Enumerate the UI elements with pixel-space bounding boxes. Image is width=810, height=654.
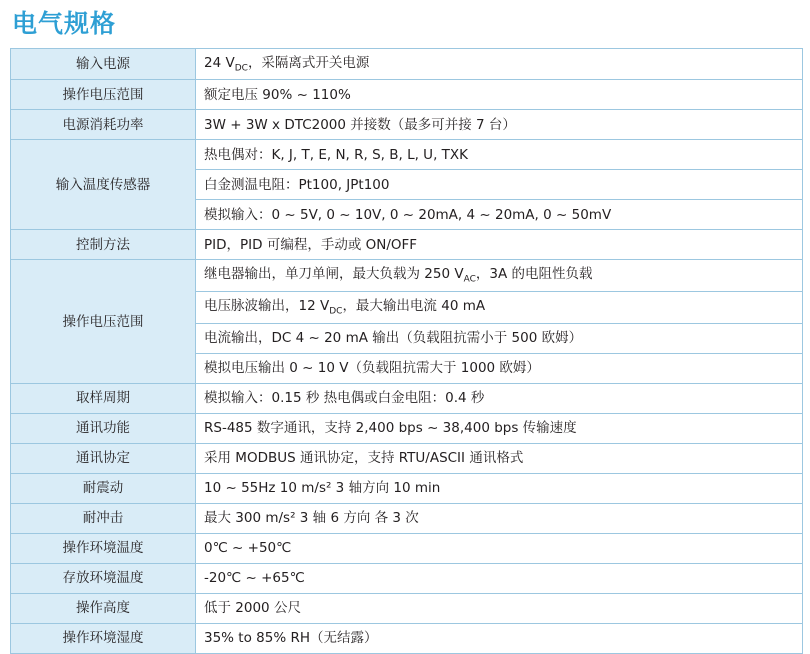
spec-value-cell: 10 ~ 55Hz 10 m/s² 3 轴方向 10 min bbox=[196, 473, 803, 503]
spec-label-cell: 通讯功能 bbox=[11, 413, 196, 443]
table-row bbox=[11, 140, 803, 170]
spec-label-cell: 取样周期 bbox=[11, 383, 196, 413]
spec-label-cell: 操作环境湿度 bbox=[11, 623, 196, 653]
spec-value-cell: 白金测温电阻：Pt100, JPt100 bbox=[196, 170, 803, 200]
spec-value-cell: 最大 300 m/s² 3 轴 6 方向 各 3 次 bbox=[196, 503, 803, 533]
spec-value-cell: -20℃ ~ +65℃ bbox=[196, 563, 803, 593]
table-row bbox=[11, 563, 803, 593]
table-row bbox=[11, 473, 803, 503]
table-row bbox=[11, 533, 803, 563]
table-row bbox=[11, 383, 803, 413]
spec-value-cell: 采用 MODBUS 通讯协定，支持 RTU/ASCII 通讯格式 bbox=[196, 443, 803, 473]
spec-value-cell: PID，PID 可编程，手动或 ON/OFF bbox=[196, 230, 803, 260]
spec-value-cell: 电压脉波输出，12 $V_{DC}$，最大输出电流 40 mA bbox=[196, 292, 803, 324]
spec-value-cell: 热电偶对：K, J, T, E, N, R, S, B, L, U, TXK bbox=[196, 140, 803, 170]
spec-label-cell: 输入温度传感器 bbox=[11, 140, 196, 230]
spec-label-cell: 操作电压范围 bbox=[11, 260, 196, 384]
spec-value-cell: 24 $V_{DC}$，采隔离式开关电源 bbox=[196, 48, 803, 80]
spec-label-cell: 操作高度 bbox=[11, 593, 196, 623]
table-row bbox=[11, 623, 803, 653]
spec-table-body bbox=[11, 48, 803, 653]
spec-label-cell: 存放环境温度 bbox=[11, 563, 196, 593]
spec-label-cell: 耐震动 bbox=[11, 473, 196, 503]
spec-value-cell: 0℃ ~ +50℃ bbox=[196, 533, 803, 563]
spec-value-cell: 模拟输入：0.15 秒 热电偶或白金电阻：0.4 秒 bbox=[196, 383, 803, 413]
table-row bbox=[11, 503, 803, 533]
spec-label-cell: 操作电压范围 bbox=[11, 80, 196, 110]
spec-label-cell: 通讯协定 bbox=[11, 443, 196, 473]
spec-value-cell: 35% to 85% RH（无结露） bbox=[196, 623, 803, 653]
table-row bbox=[11, 48, 803, 80]
spec-value-cell: 低于 2000 公尺 bbox=[196, 593, 803, 623]
table-row bbox=[11, 260, 803, 292]
table-row bbox=[11, 413, 803, 443]
spec-value-cell: 继电器输出，单刀单闸，最大负载为 250 $V_{AC}$，3A 的电阻性负载 bbox=[196, 260, 803, 292]
spec-label-cell: 耐冲击 bbox=[11, 503, 196, 533]
spec-label-cell: 输入电源 bbox=[11, 48, 196, 80]
electrical-spec-table bbox=[10, 48, 803, 654]
spec-value-cell: 模拟电压输出 0 ~ 10 V（负载阻抗需大于 1000 欧姆） bbox=[196, 353, 803, 383]
spec-label-cell: 电源消耗功率 bbox=[11, 110, 196, 140]
spec-value-cell: 额定电压 90% ~ 110% bbox=[196, 80, 803, 110]
spec-value-cell: 3W + 3W x DTC2000 并接数（最多可并接 7 台） bbox=[196, 110, 803, 140]
table-row bbox=[11, 593, 803, 623]
spec-value-cell: RS-485 数字通讯，支持 2,400 bps ~ 38,400 bps 传输速度 bbox=[196, 413, 803, 443]
spec-value-cell: 电流输出，DC 4 ~ 20 mA 输出（负载阻抗需小于 500 欧姆） bbox=[196, 323, 803, 353]
table-row bbox=[11, 443, 803, 473]
spec-label-cell: 操作环境温度 bbox=[11, 533, 196, 563]
spec-label-cell: 控制方法 bbox=[11, 230, 196, 260]
table-row bbox=[11, 80, 803, 110]
table-row bbox=[11, 110, 803, 140]
page-title: 电气规格 bbox=[12, 9, 117, 38]
spec-value-cell: 模拟输入：0 ~ 5V, 0 ~ 10V, 0 ~ 20mA, 4 ~ 20mA, 0 ~ 50mV bbox=[196, 200, 803, 230]
table-row bbox=[11, 230, 803, 260]
